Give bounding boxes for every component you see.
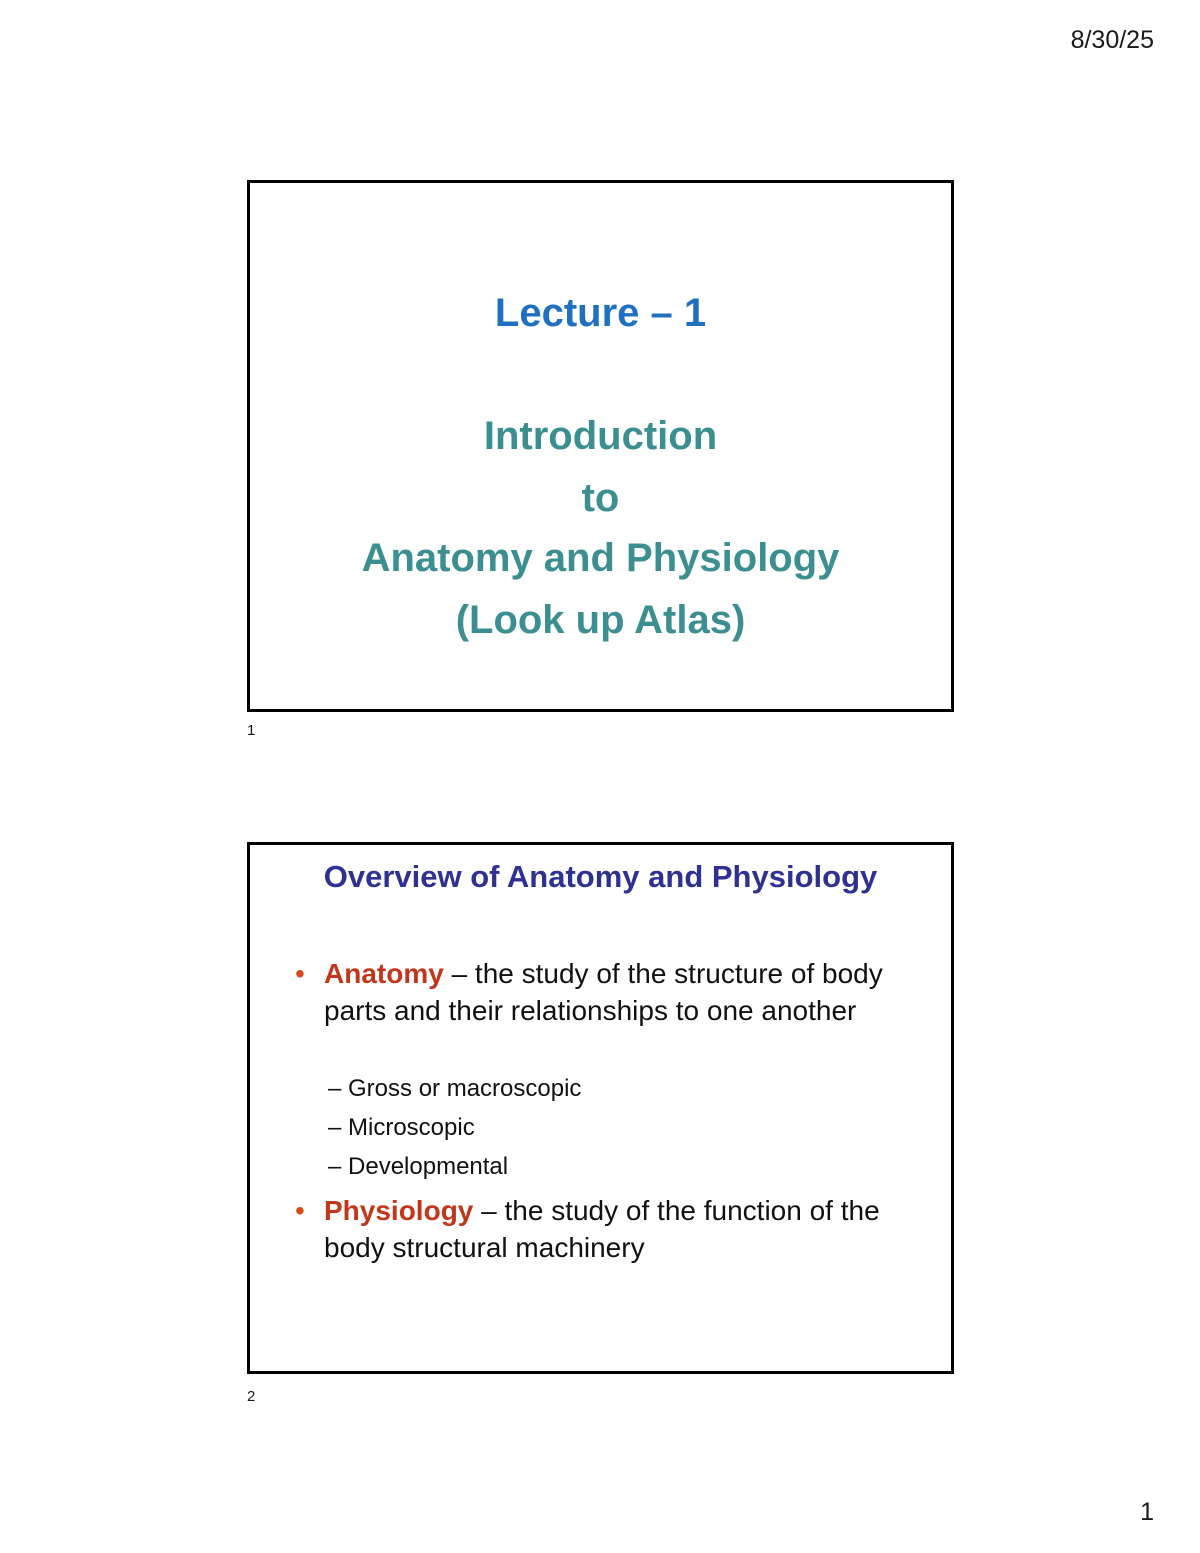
term-physiology: Physiology — [324, 1195, 474, 1226]
bullet-marker: • — [295, 1195, 305, 1226]
intro-line-3: Anatomy and Physiology — [361, 536, 840, 580]
subitem-developmental: – Developmental — [328, 1153, 509, 1180]
subitem-gross: – Gross or macroscopic — [328, 1075, 582, 1102]
lecture-title: Lecture – 1 — [494, 291, 707, 335]
definition-physiology: – the study of the function of the body structural machinery — [324, 1195, 880, 1263]
slide-1 — [247, 180, 954, 712]
bullet-physiology — [295, 1192, 945, 1266]
subitem-microscopic: – Microscopic — [328, 1114, 475, 1141]
definition-anatomy: – the study of the structure of body parts and their relationships to one another — [324, 958, 883, 1026]
bullet-text — [324, 955, 945, 1029]
term-anatomy: Anatomy — [324, 958, 444, 989]
bullet-text — [324, 1192, 945, 1266]
page-number: 1 — [1140, 1498, 1154, 1526]
intro-line-1: Introduction — [483, 414, 718, 458]
bullet-marker: • — [295, 958, 305, 989]
slide-2 — [247, 842, 954, 1374]
overview-title: Overview of Anatomy and Physiology — [323, 859, 878, 894]
intro-line-4: (Look up Atlas) — [455, 598, 746, 642]
intro-line-2: to — [581, 476, 620, 520]
slide-number-1: 1 — [247, 722, 256, 739]
bullet-anatomy — [295, 955, 945, 1029]
page-date: 8/30/25 — [1070, 26, 1154, 54]
slide-number-2: 2 — [247, 1388, 256, 1405]
